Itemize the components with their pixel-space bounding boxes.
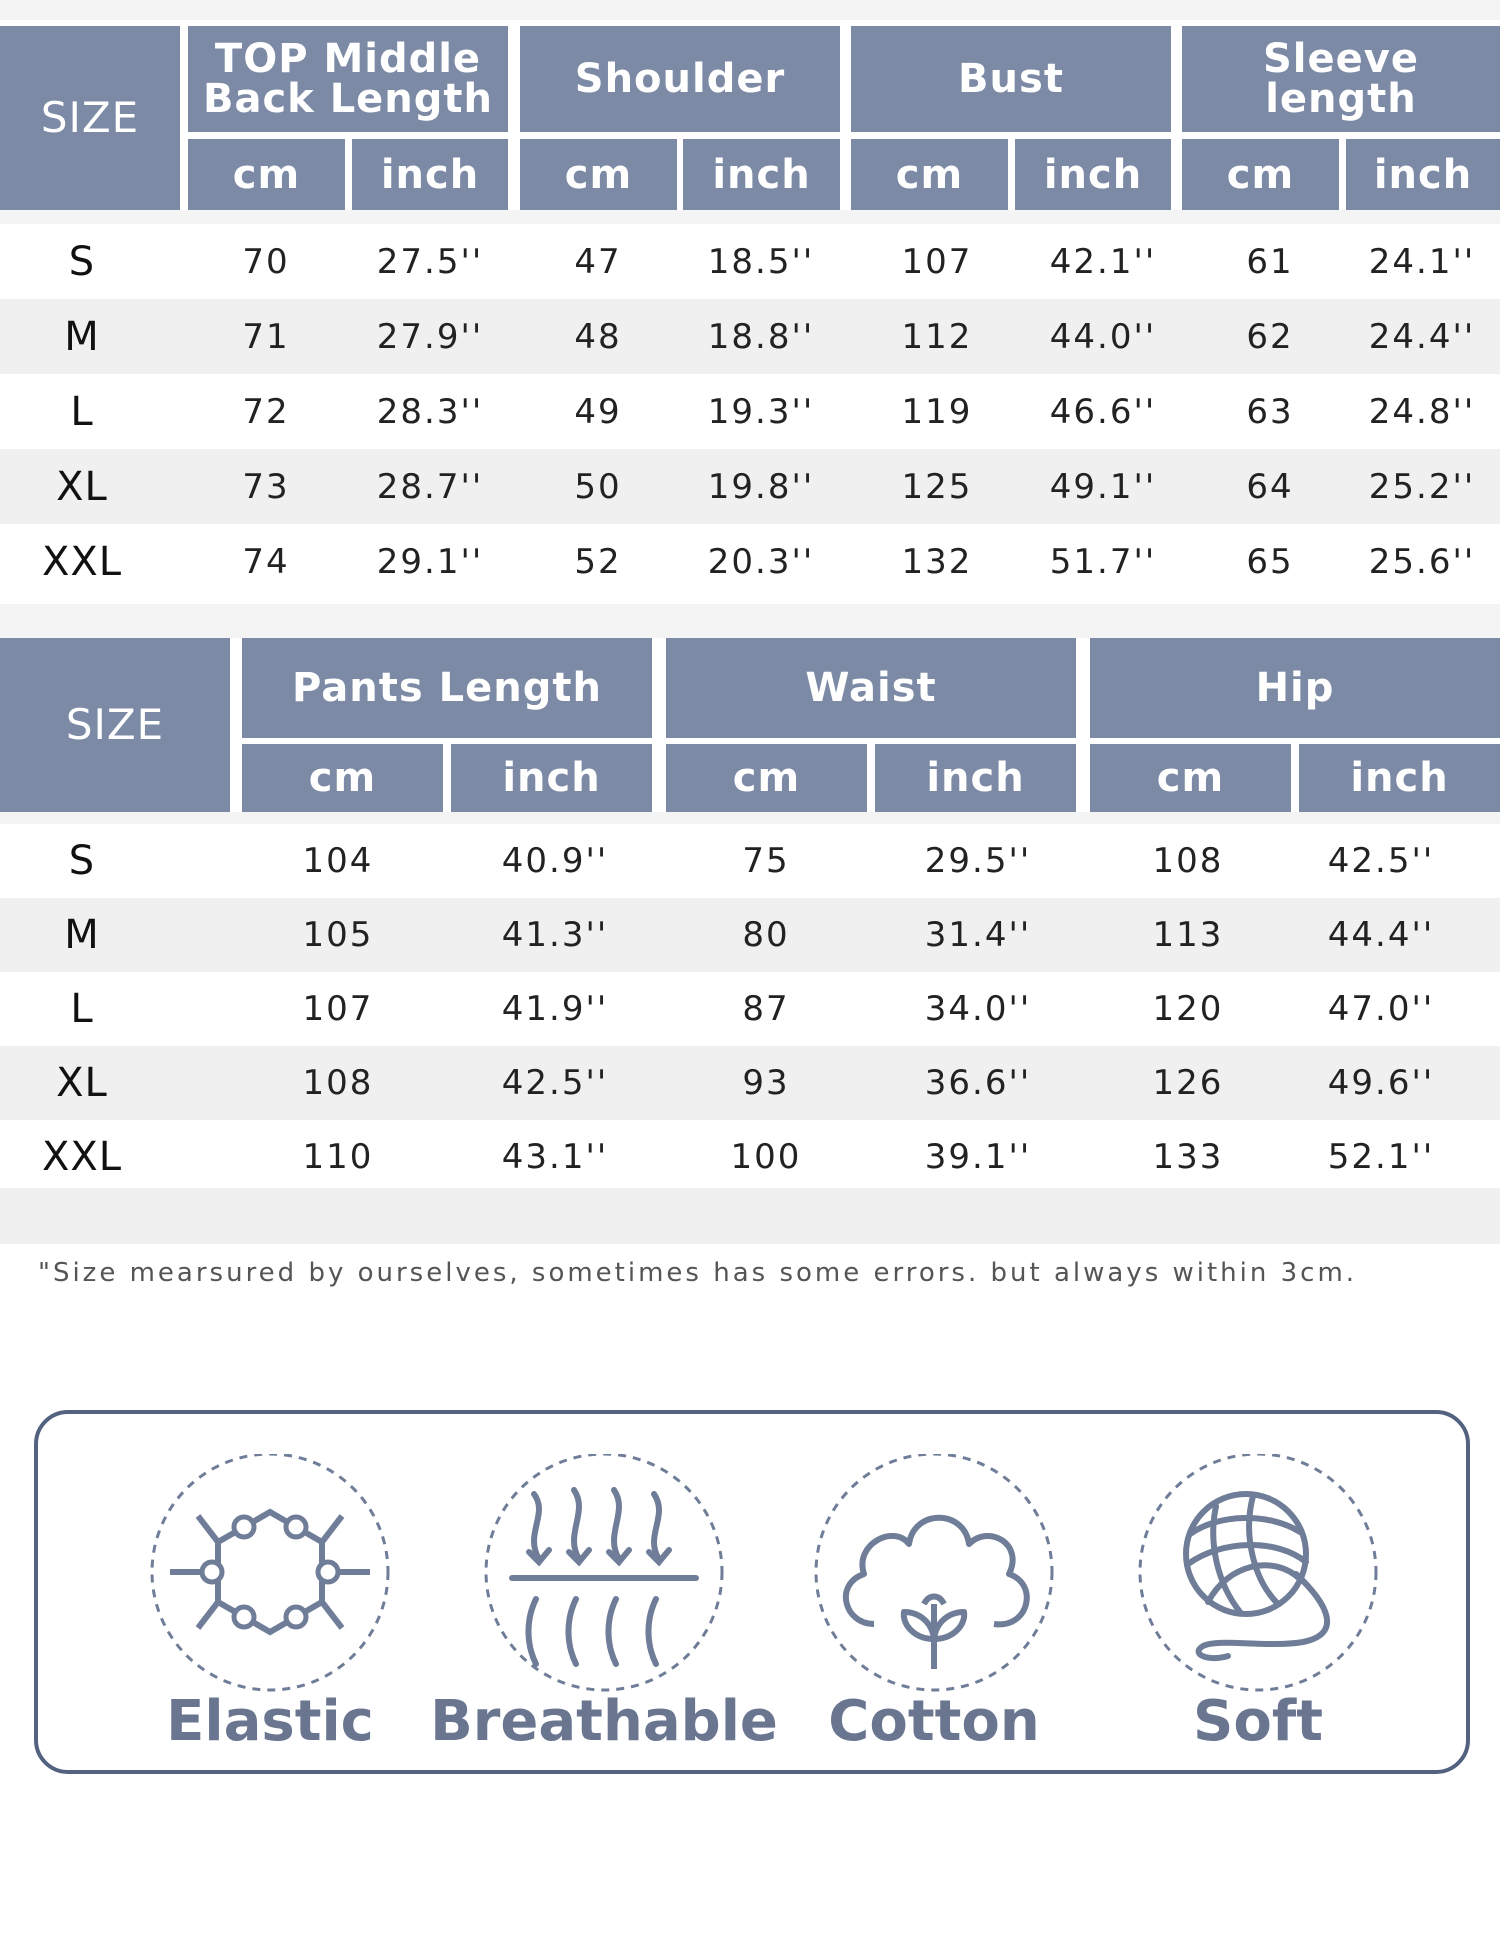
feature-breathable <box>430 1414 778 1774</box>
table-row <box>0 972 1500 1046</box>
top-group-sleeve-header: Sleeve length <box>1182 26 1500 132</box>
top-back-length-inch-header: inch <box>352 139 508 210</box>
measurement-cell: 20.3'' <box>707 541 815 582</box>
measurement-cell: 24.8'' <box>1368 391 1476 432</box>
measurement-cell: 73 <box>242 466 290 507</box>
measurement-cell: 107 <box>901 241 973 282</box>
table-row <box>0 374 1500 449</box>
measurement-cell: 40.9'' <box>501 841 609 881</box>
size-cell: L <box>70 388 94 435</box>
top-table-top-band <box>0 0 1500 20</box>
measurement-cell: 25.6'' <box>1368 541 1476 582</box>
measurement-cell: 108 <box>1152 841 1224 881</box>
measurement-cell: 52.1'' <box>1327 1137 1435 1177</box>
top-sleeve-cm-header: cm <box>1182 139 1339 210</box>
table-row <box>0 449 1500 524</box>
measurement-cell: 41.3'' <box>501 915 609 955</box>
measurement-cell: 75 <box>742 841 790 881</box>
feature-cotton-label: Cotton <box>828 1689 1040 1754</box>
measurement-cell: 110 <box>302 1137 374 1177</box>
top-bust-cm-header: cm <box>851 139 1008 210</box>
table-row <box>0 824 1500 898</box>
measurement-cell: 87 <box>742 989 790 1029</box>
bottom-table-header-gap <box>0 812 1500 824</box>
measurement-cell: 49 <box>574 391 622 432</box>
bottom-pants-cm-header: cm <box>242 744 443 812</box>
measurement-cell: 46.6'' <box>1049 391 1157 432</box>
bottom-hip-inch-header: inch <box>1299 744 1500 812</box>
measurement-cell: 72 <box>242 391 290 432</box>
cotton-flower-icon <box>804 1454 1064 1714</box>
measurement-cell: 113 <box>1152 915 1224 955</box>
measurement-cell: 44.4'' <box>1327 915 1435 955</box>
measurement-cell: 133 <box>1152 1137 1224 1177</box>
size-cell: XXL <box>41 1134 123 1180</box>
measurement-note: "Size mearsured by ourselves, sometimes has some errors. but always within 3cm. <box>38 1258 1358 1288</box>
airflow-arrows-icon <box>474 1454 734 1714</box>
measurement-cell: 93 <box>742 1063 790 1103</box>
measurement-cell: 36.6'' <box>924 1063 1032 1103</box>
size-cell: XL <box>56 463 108 510</box>
measurement-cell: 62 <box>1246 316 1294 357</box>
measurement-cell: 108 <box>302 1063 374 1103</box>
measurement-cell: 44.0'' <box>1049 316 1157 357</box>
top-group-back-length-header: TOP Middle Back Length <box>188 26 508 132</box>
measurement-cell: 47.0'' <box>1327 989 1435 1029</box>
measurement-cell: 119 <box>901 391 973 432</box>
feature-soft-label: Soft <box>1193 1689 1323 1754</box>
measurement-cell: 50 <box>574 466 622 507</box>
measurement-cell: 18.8'' <box>707 316 815 357</box>
measurement-cell: 105 <box>302 915 374 955</box>
size-cell: M <box>64 313 100 360</box>
bottom-waist-cm-header: cm <box>666 744 867 812</box>
measurement-cell: 24.1'' <box>1368 241 1476 282</box>
size-cell: S <box>68 238 96 285</box>
measurement-cell: 27.9'' <box>376 316 484 357</box>
bottom-hip-cm-header: cm <box>1090 744 1291 812</box>
size-cell: XXL <box>41 538 123 585</box>
measurement-cell: 74 <box>242 541 290 582</box>
table-row <box>0 1046 1500 1120</box>
measurement-cell: 132 <box>901 541 973 582</box>
bottom-group-waist-header: Waist <box>666 638 1076 738</box>
bottom-table-footer-band <box>0 1188 1500 1244</box>
measurement-cell: 42.1'' <box>1049 241 1157 282</box>
yarn-ball-icon <box>1128 1454 1388 1714</box>
bottom-table-top-band <box>0 604 1500 638</box>
top-bust-inch-header: inch <box>1015 139 1171 210</box>
measurement-cell: 41.9'' <box>501 989 609 1029</box>
measurement-cell: 71 <box>242 316 290 357</box>
top-group-shoulder-header: Shoulder <box>520 26 840 132</box>
measurement-cell: 19.8'' <box>707 466 815 507</box>
measurement-cell: 125 <box>901 466 973 507</box>
measurement-cell: 31.4'' <box>924 915 1032 955</box>
measurement-cell: 49.1'' <box>1049 466 1157 507</box>
top-sleeve-inch-header: inch <box>1346 139 1500 210</box>
size-cell: L <box>70 986 94 1032</box>
top-size-header: SIZE <box>0 26 180 210</box>
top-back-length-cm-header: cm <box>188 139 345 210</box>
measurement-cell: 19.3'' <box>707 391 815 432</box>
table-row <box>0 224 1500 299</box>
measurement-cell: 47 <box>574 241 622 282</box>
size-cell: S <box>68 838 96 884</box>
measurement-cell: 25.2'' <box>1368 466 1476 507</box>
bottom-size-header: SIZE <box>0 638 230 812</box>
feature-elastic-label: Elastic <box>166 1689 374 1754</box>
measurement-cell: 52 <box>574 541 622 582</box>
measurement-cell: 42.5'' <box>501 1063 609 1103</box>
measurement-cell: 61 <box>1246 241 1294 282</box>
measurement-cell: 28.3'' <box>376 391 484 432</box>
measurement-cell: 120 <box>1152 989 1224 1029</box>
measurement-cell: 64 <box>1246 466 1294 507</box>
measurement-cell: 65 <box>1246 541 1294 582</box>
top-table-header-gap <box>0 210 1500 224</box>
measurement-cell: 39.1'' <box>924 1137 1032 1177</box>
table-row <box>0 898 1500 972</box>
table-row <box>0 1120 1500 1194</box>
feature-breathable-label: Breathable <box>430 1689 778 1754</box>
measurement-cell: 70 <box>242 241 290 282</box>
measurement-cell: 42.5'' <box>1327 841 1435 881</box>
measurement-cell: 49.6'' <box>1327 1063 1435 1103</box>
size-cell: XL <box>56 1060 108 1106</box>
measurement-cell: 28.7'' <box>376 466 484 507</box>
bottom-waist-inch-header: inch <box>875 744 1076 812</box>
top-shoulder-inch-header: inch <box>683 139 840 210</box>
measurement-cell: 112 <box>901 316 973 357</box>
measurement-cell: 100 <box>730 1137 802 1177</box>
measurement-cell: 63 <box>1246 391 1294 432</box>
measurement-cell: 48 <box>574 316 622 357</box>
measurement-cell: 107 <box>302 989 374 1029</box>
top-shoulder-cm-header: cm <box>520 139 677 210</box>
measurement-cell: 34.0'' <box>924 989 1032 1029</box>
measurement-cell: 24.4'' <box>1368 316 1476 357</box>
feature-cotton <box>784 1414 1084 1774</box>
table-row <box>0 299 1500 374</box>
size-cell: M <box>64 912 100 958</box>
measurement-cell: 80 <box>742 915 790 955</box>
feature-elastic <box>120 1414 420 1774</box>
measurement-cell: 43.1'' <box>501 1137 609 1177</box>
table-row <box>0 524 1500 599</box>
measurement-cell: 27.5'' <box>376 241 484 282</box>
bottom-group-pants-length-header: Pants Length <box>242 638 652 738</box>
bottom-group-hip-header: Hip <box>1090 638 1500 738</box>
measurement-cell: 29.5'' <box>924 841 1032 881</box>
top-group-bust-header: Bust <box>851 26 1171 132</box>
feature-soft <box>1108 1414 1408 1774</box>
molecule-hexagon-icon <box>140 1454 400 1714</box>
measurement-cell: 18.5'' <box>707 241 815 282</box>
measurement-cell: 51.7'' <box>1049 541 1157 582</box>
measurement-cell: 29.1'' <box>376 541 484 582</box>
features-panel <box>34 1410 1470 1774</box>
measurement-cell: 104 <box>302 841 374 881</box>
bottom-pants-inch-header: inch <box>451 744 652 812</box>
measurement-cell: 126 <box>1152 1063 1224 1103</box>
